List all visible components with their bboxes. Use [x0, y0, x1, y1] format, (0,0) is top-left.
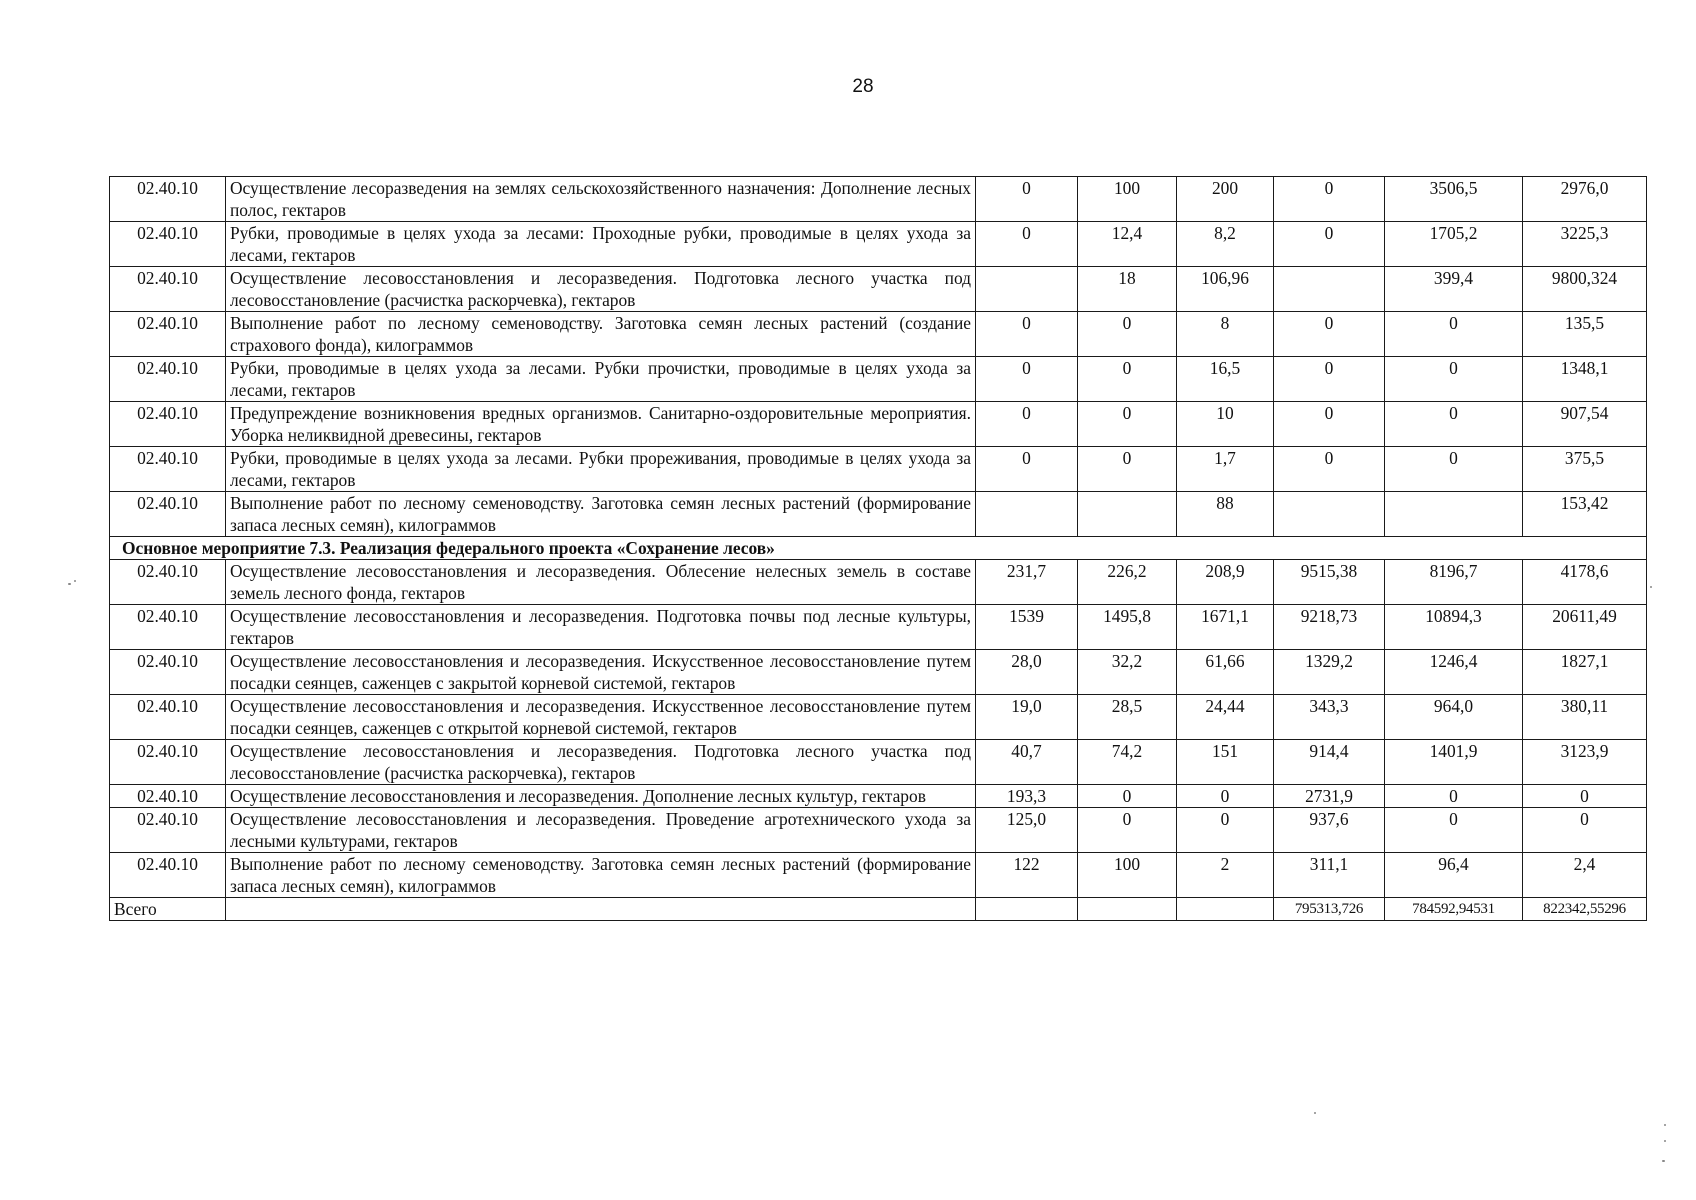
value-cell: 0	[1274, 357, 1385, 402]
value-cell: 2	[1177, 853, 1274, 898]
activity-description-cell: Выполнение работ по лесному семеноводству. Заготовка семян лесных растений (формирование запаса лесных семян), килограммов	[226, 492, 976, 537]
section-title: Основное мероприятие 7.3. Реализация федерального проекта «Сохранение лесов»	[110, 537, 1647, 560]
table-row	[110, 447, 1647, 492]
value-cell: 151	[1177, 740, 1274, 785]
budget-code-cell: 02.40.10	[110, 560, 226, 605]
table-row	[110, 177, 1647, 222]
value-cell: 380,11	[1523, 695, 1647, 740]
value-cell: 8,2	[1177, 222, 1274, 267]
total-value-cell: 784592,94531	[1385, 898, 1523, 921]
value-cell: 0	[1274, 447, 1385, 492]
value-cell: 74,2	[1078, 740, 1177, 785]
value-cell: 12,4	[1078, 222, 1177, 267]
value-cell	[1078, 492, 1177, 537]
budget-code-cell: 02.40.10	[110, 222, 226, 267]
budget-code-cell: 02.40.10	[110, 853, 226, 898]
value-cell: 20611,49	[1523, 605, 1647, 650]
activity-description-cell: Осуществление лесовосстановления и лесоразведения. Дополнение лесных культур, гектаров	[226, 785, 976, 808]
value-cell: 106,96	[1177, 267, 1274, 312]
budget-code-cell: 02.40.10	[110, 177, 226, 222]
value-cell: 0	[1385, 808, 1523, 853]
value-cell: 32,2	[1078, 650, 1177, 695]
value-cell: 0	[1274, 312, 1385, 357]
value-cell: 375,5	[1523, 447, 1647, 492]
value-cell: 2,4	[1523, 853, 1647, 898]
value-cell: 193,3	[976, 785, 1078, 808]
value-cell: 125,0	[976, 808, 1078, 853]
value-cell: 1705,2	[1385, 222, 1523, 267]
value-cell: 226,2	[1078, 560, 1177, 605]
table-row	[110, 222, 1647, 267]
value-cell: 0	[1385, 357, 1523, 402]
value-cell: 1495,8	[1078, 605, 1177, 650]
activity-description-cell: Рубки, проводимые в целях ухода за лесами. Рубки прочистки, проводимые в целях ухода за лесами, гектаров	[226, 357, 976, 402]
budget-code-cell: 02.40.10	[110, 695, 226, 740]
scan-speck	[1664, 1124, 1666, 1126]
value-cell: 0	[1177, 808, 1274, 853]
value-cell: 40,7	[976, 740, 1078, 785]
value-cell	[1274, 492, 1385, 537]
activity-description-cell: Осуществление лесовосстановления и лесоразведения. Облесение нелесных земель в составе земель лесного фонда, гектаров	[226, 560, 976, 605]
table-row	[110, 650, 1647, 695]
total-row	[110, 898, 1647, 921]
activity-description-cell: Рубки, проводимые в целях ухода за лесами. Рубки прореживания, проводимые в целях ухода за лесами, гектаров	[226, 447, 976, 492]
value-cell: 135,5	[1523, 312, 1647, 357]
activity-description-cell: Выполнение работ по лесному семеноводству. Заготовка семян лесных растений (создание страхового фонда), килограммов	[226, 312, 976, 357]
value-cell: 0	[1385, 447, 1523, 492]
activity-description-cell: Осуществление лесовосстановления и лесоразведения. Искусственное лесовосстановление путем посадки сеянцев, саженцев с закрытой корневой системой, гектаров	[226, 650, 976, 695]
total-label: Всего	[110, 898, 226, 921]
total-empty-cell	[226, 898, 976, 921]
value-cell: 10894,3	[1385, 605, 1523, 650]
value-cell: 100	[1078, 177, 1177, 222]
value-cell	[976, 267, 1078, 312]
activity-description-cell: Осуществление лесовосстановления и лесоразведения. Проведение агротехнического ухода за лесными культурами, гектаров	[226, 808, 976, 853]
value-cell	[1385, 492, 1523, 537]
value-cell: 0	[1523, 785, 1647, 808]
value-cell: 0	[1385, 402, 1523, 447]
value-cell: 28,5	[1078, 695, 1177, 740]
value-cell: 231,7	[976, 560, 1078, 605]
value-cell: 0	[1274, 177, 1385, 222]
value-cell: 9800,324	[1523, 267, 1647, 312]
value-cell: 0	[1385, 785, 1523, 808]
value-cell: 1246,4	[1385, 650, 1523, 695]
value-cell: 1827,1	[1523, 650, 1647, 695]
value-cell: 3225,3	[1523, 222, 1647, 267]
value-cell: 8196,7	[1385, 560, 1523, 605]
value-cell	[976, 492, 1078, 537]
table-row	[110, 560, 1647, 605]
value-cell: 0	[1078, 357, 1177, 402]
scan-speck	[1314, 1112, 1316, 1114]
value-cell: 0	[1523, 808, 1647, 853]
value-cell: 343,3	[1274, 695, 1385, 740]
value-cell: 24,44	[1177, 695, 1274, 740]
value-cell: 10	[1177, 402, 1274, 447]
table-row	[110, 357, 1647, 402]
value-cell: 0	[1274, 402, 1385, 447]
activity-description-cell: Осуществление лесовосстановления и лесоразведения. Искусственное лесовосстановление путем посадки сеянцев, саженцев с открытой корневой системой, гектаров	[226, 695, 976, 740]
value-cell: 9218,73	[1274, 605, 1385, 650]
scan-speck	[68, 583, 71, 585]
value-cell: 9515,38	[1274, 560, 1385, 605]
value-cell: 1,7	[1177, 447, 1274, 492]
value-cell: 28,0	[976, 650, 1078, 695]
value-cell: 0	[1177, 785, 1274, 808]
value-cell: 1329,2	[1274, 650, 1385, 695]
value-cell: 0	[976, 222, 1078, 267]
total-value-cell	[976, 898, 1078, 921]
value-cell: 0	[976, 357, 1078, 402]
value-cell: 0	[1078, 312, 1177, 357]
value-cell: 3123,9	[1523, 740, 1647, 785]
value-cell: 100	[1078, 853, 1177, 898]
value-cell: 0	[976, 312, 1078, 357]
table-row	[110, 605, 1647, 650]
value-cell: 0	[1274, 222, 1385, 267]
value-cell: 1671,1	[1177, 605, 1274, 650]
value-cell: 153,42	[1523, 492, 1647, 537]
value-cell: 0	[976, 447, 1078, 492]
activity-description-cell: Рубки, проводимые в целях ухода за лесами: Проходные рубки, проводимые в целях ухода за лесами, гектаров	[226, 222, 976, 267]
value-cell: 914,4	[1274, 740, 1385, 785]
value-cell: 61,66	[1177, 650, 1274, 695]
budget-code-cell: 02.40.10	[110, 402, 226, 447]
value-cell: 2976,0	[1523, 177, 1647, 222]
value-cell: 0	[976, 177, 1078, 222]
value-cell: 8	[1177, 312, 1274, 357]
value-cell: 208,9	[1177, 560, 1274, 605]
table-row	[110, 853, 1647, 898]
value-cell: 0	[1078, 785, 1177, 808]
value-cell: 1401,9	[1385, 740, 1523, 785]
table-row	[110, 402, 1647, 447]
value-cell: 907,54	[1523, 402, 1647, 447]
value-cell: 4178,6	[1523, 560, 1647, 605]
table-row	[110, 492, 1647, 537]
activity-description-cell: Предупреждение возникновения вредных организмов. Санитарно-оздоровительные мероприятия. Уборка неликвидной древесины, гектаров	[226, 402, 976, 447]
value-cell: 399,4	[1385, 267, 1523, 312]
value-cell: 122	[976, 853, 1078, 898]
scan-speck	[1664, 1140, 1666, 1142]
total-value-cell: 795313,726	[1274, 898, 1385, 921]
budget-code-cell: 02.40.10	[110, 312, 226, 357]
activity-description-cell: Осуществление лесовосстановления и лесоразведения. Подготовка лесного участка под лесовосстановление (расчистка раскорчевка), гектаров	[226, 267, 976, 312]
value-cell: 0	[976, 402, 1078, 447]
table-row	[110, 808, 1647, 853]
section-row	[110, 537, 1647, 560]
budget-code-cell: 02.40.10	[110, 267, 226, 312]
budget-code-cell: 02.40.10	[110, 357, 226, 402]
table-row	[110, 695, 1647, 740]
budget-code-cell: 02.40.10	[110, 492, 226, 537]
scan-speck	[1650, 586, 1652, 588]
page-number: 28	[852, 76, 874, 97]
table-row	[110, 785, 1647, 808]
value-cell: 311,1	[1274, 853, 1385, 898]
value-cell: 3506,5	[1385, 177, 1523, 222]
value-cell: 88	[1177, 492, 1274, 537]
data-table	[109, 176, 1647, 921]
table-row	[110, 312, 1647, 357]
value-cell: 19,0	[976, 695, 1078, 740]
table-row	[110, 267, 1647, 312]
value-cell: 1539	[976, 605, 1078, 650]
activity-description-cell: Осуществление лесовосстановления и лесоразведения. Подготовка почвы под лесные культуры, гектаров	[226, 605, 976, 650]
value-cell: 200	[1177, 177, 1274, 222]
activity-description-cell: Осуществление лесоразведения на землях сельскохозяйственного назначения: Дополнение лесных полос, гектаров	[226, 177, 976, 222]
value-cell: 18	[1078, 267, 1177, 312]
value-cell	[1274, 267, 1385, 312]
value-cell: 0	[1078, 808, 1177, 853]
scan-speck	[74, 580, 76, 582]
total-value-cell: 822342,55296	[1523, 898, 1647, 921]
value-cell: 96,4	[1385, 853, 1523, 898]
value-cell: 937,6	[1274, 808, 1385, 853]
budget-code-cell: 02.40.10	[110, 447, 226, 492]
budget-code-cell: 02.40.10	[110, 650, 226, 695]
total-value-cell	[1078, 898, 1177, 921]
table-row	[110, 740, 1647, 785]
value-cell: 0	[1078, 402, 1177, 447]
budget-code-cell: 02.40.10	[110, 785, 226, 808]
budget-code-cell: 02.40.10	[110, 605, 226, 650]
value-cell: 0	[1385, 312, 1523, 357]
budget-code-cell: 02.40.10	[110, 808, 226, 853]
value-cell: 16,5	[1177, 357, 1274, 402]
value-cell: 1348,1	[1523, 357, 1647, 402]
scan-speck	[1662, 1160, 1665, 1162]
activity-description-cell: Выполнение работ по лесному семеноводству. Заготовка семян лесных растений (формирование запаса лесных семян), килограммов	[226, 853, 976, 898]
value-cell: 2731,9	[1274, 785, 1385, 808]
value-cell: 964,0	[1385, 695, 1523, 740]
value-cell: 0	[1078, 447, 1177, 492]
budget-code-cell: 02.40.10	[110, 740, 226, 785]
activity-description-cell: Осуществление лесовосстановления и лесоразведения. Подготовка лесного участка под лесовосстановление (расчистка раскорчевка), гектаров	[226, 740, 976, 785]
total-value-cell	[1177, 898, 1274, 921]
